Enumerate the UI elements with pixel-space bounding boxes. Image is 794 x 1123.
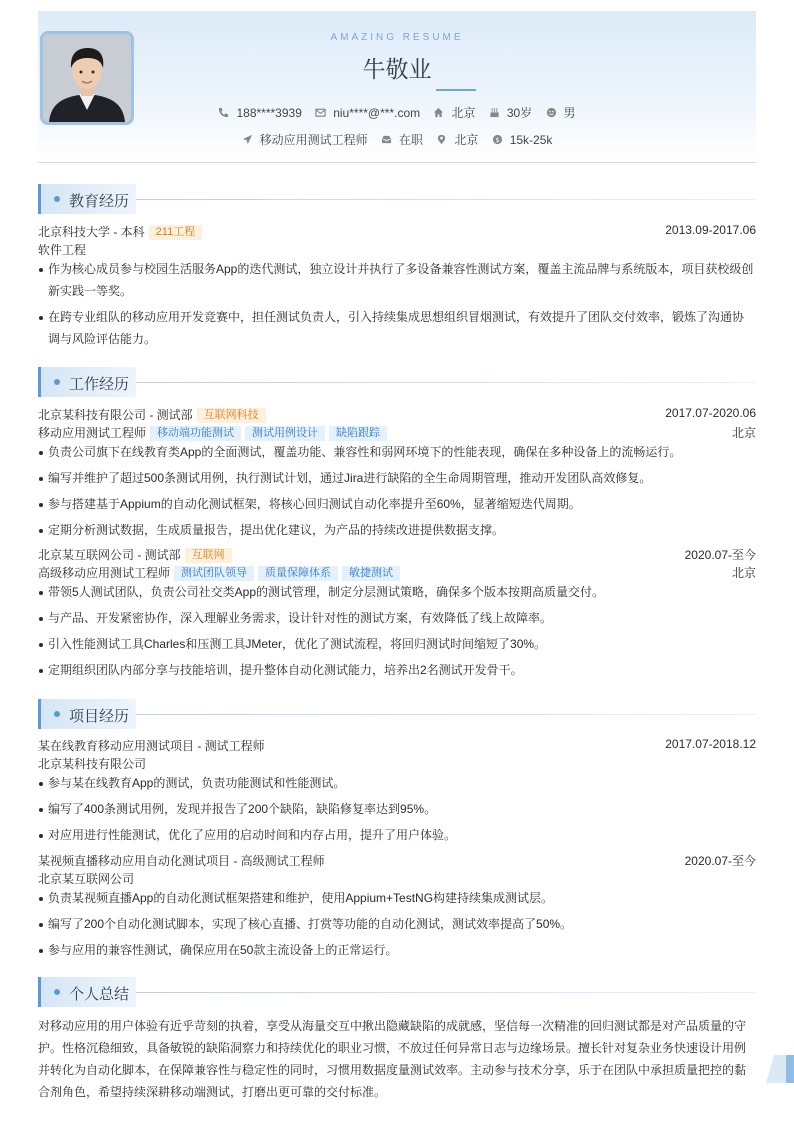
phone-text: 188****3939	[236, 105, 302, 120]
job-header	[38, 546, 756, 563]
section-title-text: 工作经历	[69, 376, 130, 393]
line: 作为核心成员参与校园生活服务App的迭代测试，独立设计并执行了多设备兼容性测试方案，覆盖主流品牌与系统版本，项目获校级创	[48, 262, 754, 276]
project-period: 2017.07-2018.12	[665, 737, 756, 751]
svg-text:$: $	[495, 135, 500, 144]
gender-text: 男	[563, 106, 576, 120]
industry-tag: 互联网科技	[197, 408, 266, 423]
location-pin-icon	[436, 134, 447, 145]
email-text: niu****@***.com	[333, 105, 421, 120]
job-location: 北京	[731, 566, 756, 580]
job-bullet: 带领5人测试团队，负责公司社交类App的测试管理，制定分层测试策略，确保多个版本按期高质量交付。	[38, 581, 756, 603]
job-intent-row	[38, 131, 756, 148]
summary-text	[38, 1015, 756, 1103]
job-location: 北京	[731, 426, 756, 440]
salary-text: 15k-25k	[509, 132, 553, 147]
project-bullet: 参与应用的兼容性测试，确保应用在50款主流设备上的正常运行。	[38, 939, 756, 961]
city-item	[433, 104, 475, 121]
project-bullet: 编写了400条测试用例，发现并报告了200个缺陷，缺陷修复率达到95%。	[38, 798, 756, 820]
project-header	[38, 737, 756, 754]
job-position-row	[38, 424, 756, 441]
status-item	[381, 131, 423, 148]
job-bullet: 定期组织团队内部分享与技能培训，提升整体自动化测试能力，培养出2名测试开发骨干。	[38, 659, 756, 681]
position-title: 高级移动应用测试工程师	[38, 566, 171, 580]
smile-icon	[546, 107, 557, 118]
summary-line: 对移动应用的用户体验有近乎苛刻的执着，享受从海量交互中揪出隐藏缺陷的成就感，坚信每一次精准的回归测试都是对产品质量的守	[38, 1019, 747, 1033]
section-divider	[136, 382, 756, 383]
education-row	[38, 223, 756, 240]
industry-tag: 互联网	[185, 548, 232, 563]
email-item	[315, 106, 420, 120]
section-divider	[136, 714, 756, 715]
skill-tag: 缺陷跟踪	[329, 426, 387, 441]
section-dot	[54, 379, 60, 385]
job-bullet: 定期分析测试数据，生成质量报告，提出优化建议，为产品的持续改进提供数据支撑。	[38, 519, 756, 541]
resume-header	[38, 11, 756, 163]
skill-tag: 质量保障体系	[258, 566, 338, 581]
section-title-text: 项目经历	[69, 708, 130, 725]
job-period: 2020.07-至今	[684, 548, 756, 562]
education-bullet	[38, 258, 756, 302]
education-section-title	[38, 184, 756, 214]
section-title-text: 教育经历	[69, 193, 130, 210]
section-dot	[54, 989, 60, 995]
candidate-name: 牛敬业	[362, 56, 432, 82]
summary-line: 护。性格沉稳细致，具备敏锐的缺陷洞察力和持续优化的职业习惯，不放过任何异常日志与边缘场景。擅长针对复杂业务快速设计用例	[38, 1041, 747, 1055]
summary-section-title	[38, 977, 756, 1007]
skill-tag: 测试团队领导	[174, 566, 254, 581]
home-icon	[433, 107, 444, 118]
project-company: 北京某互联网公司	[38, 872, 135, 886]
section-title-box	[38, 977, 136, 1007]
summary-line: 并转化为自动化脚本，在保障兼容性与稳定性的同时，习惯用数据度量测试效率。主动参与技术分享，乐于在团队中承担质量把控的黏	[38, 1063, 747, 1077]
school-tag: 211工程	[149, 225, 203, 240]
project-period: 2020.07-至今	[684, 854, 756, 868]
education-bullet	[38, 306, 756, 350]
skill-tag: 敏捷测试	[342, 566, 400, 581]
corner-decoration	[766, 1055, 794, 1083]
cake-icon	[489, 107, 500, 118]
project-bullet: 参与某在线教育App的测试，负责功能测试和性能测试。	[38, 772, 756, 794]
line: 调与风险评估能力。	[48, 332, 157, 346]
target-city-item	[436, 131, 478, 148]
section-title-text: 个人总结	[69, 986, 130, 1003]
target-job-item	[242, 131, 368, 148]
gender-item	[546, 104, 576, 121]
job-bullet: 与产品、开发紧密协作，深入理解业务需求，设计针对性的测试方案，有效降低了线上故障率。	[38, 607, 756, 629]
salary-item	[492, 133, 553, 147]
money-icon	[492, 134, 503, 145]
company-name: 北京某科技有限公司 - 测试部	[38, 408, 193, 422]
status-text: 在职	[398, 133, 423, 147]
project-header	[38, 852, 756, 869]
project-bullet: 编写了200个自动化测试脚本，实现了核心直播、打赏等功能的自动化测试，测试效率提高了50%。	[38, 913, 756, 935]
project-company: 北京某科技有限公司	[38, 757, 147, 771]
project-name: 某视频直播移动应用自动化测试项目 - 高级测试工程师	[38, 854, 325, 868]
job-header	[38, 406, 756, 423]
section-title-box	[38, 184, 136, 214]
job-position-row	[38, 564, 756, 581]
send-icon	[242, 134, 253, 145]
summary-line: 合剂角色，希望持续深耕移动端测试，打磨出更可靠的交付标准。	[38, 1085, 387, 1099]
job-bullet: 参与搭建基于Appium的自动化测试框架，将核心回归测试自动化率提升至60%，显著缩短迭代周期。	[38, 493, 756, 515]
education-period: 2013.09-2017.06	[665, 223, 756, 237]
target-city-text: 北京	[454, 133, 479, 147]
section-divider	[136, 992, 756, 993]
project-name: 某在线教育移动应用测试项目 - 测试工程师	[38, 739, 265, 753]
job-period: 2017.07-2020.06	[665, 406, 756, 420]
line: 新实践一等奖。	[48, 284, 133, 298]
school-name: 北京科技大学 - 本科	[38, 225, 145, 239]
name-underline	[436, 89, 476, 91]
target-job-text: 移动应用测试工程师	[259, 133, 368, 147]
resume-page	[38, 11, 756, 1099]
inbox-icon	[381, 134, 392, 145]
position-title: 移动应用测试工程师	[38, 426, 147, 440]
skill-tag: 测试用例设计	[245, 426, 325, 441]
city-text: 北京	[451, 106, 476, 120]
age-item	[489, 104, 532, 121]
company-name: 北京某互联网公司 - 测试部	[38, 548, 181, 562]
section-title-box	[38, 699, 136, 729]
mail-icon	[315, 107, 326, 118]
job-bullet: 编写并维护了超过500条测试用例，执行测试计划，通过Jira进行缺陷的全生命周期管理，推动开发团队高效修复。	[38, 467, 756, 489]
project-bullet: 对应用进行性能测试，优化了应用的启动时间和内存占用，提升了用户体验。	[38, 824, 756, 846]
resume-eyebrow: AMAZING RESUME	[330, 32, 464, 43]
major: 软件工程	[38, 243, 87, 257]
work-section-title	[38, 367, 756, 397]
line: 在跨专业组队的移动应用开发竞赛中，担任测试负责人，引入持续集成思想组织冒烟测试，有效提升了团队交付效率，锻炼了沟通协	[48, 310, 745, 324]
phone-icon	[218, 107, 229, 118]
section-divider	[136, 199, 756, 200]
contact-row	[38, 104, 756, 121]
job-bullet: 负责公司旗下在线教育类App的全面测试，覆盖功能、兼容性和弱网环境下的性能表现，确保在多种设备上的流畅运行。	[38, 441, 756, 463]
job-bullet: 引入性能测试工具Charles和压测工具JMeter，优化了测试流程，将回归测试时间缩短了30%。	[38, 633, 756, 655]
section-dot	[54, 196, 60, 202]
phone-item	[218, 106, 301, 120]
project-bullet: 负责某视频直播App的自动化测试框架搭建和维护，使用Appium+TestNG构建持续集成测试层。	[38, 887, 756, 909]
projects-section-title	[38, 699, 756, 729]
skill-tag: 移动端功能测试	[150, 426, 241, 441]
section-title-box	[38, 367, 136, 397]
section-dot	[54, 711, 60, 717]
age-text: 30岁	[506, 106, 533, 120]
